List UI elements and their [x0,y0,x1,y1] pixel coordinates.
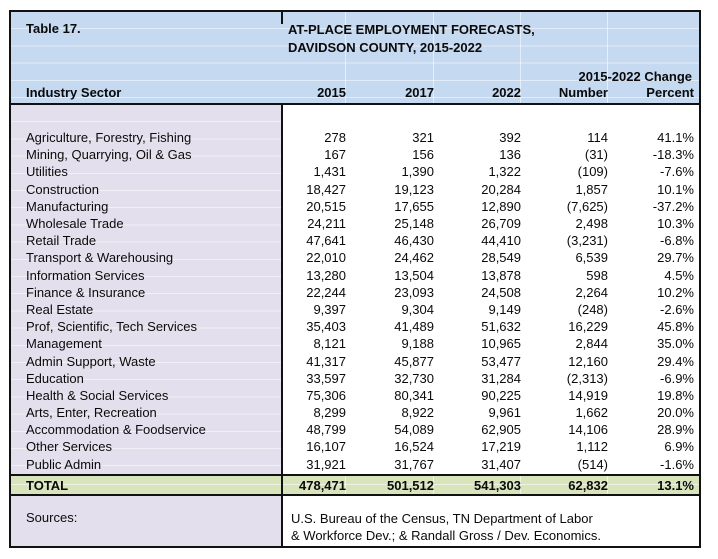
value-2022: 44,410 [481,233,521,249]
value-change-percent: 29.7% [657,250,694,266]
total-change-percent: 13.1% [657,477,694,493]
value-change-percent: -7.6% [660,164,694,180]
sources-section [11,496,699,546]
value-change-number: (248) [577,301,608,317]
value-2015: 75,306 [306,387,346,403]
value-2022: 13,878 [481,267,521,283]
value-2015: 278 [324,130,346,146]
sector-cell: Public Admin [26,456,102,472]
value-2022: 31,407 [481,456,521,472]
value-2022: 20,284 [481,181,521,197]
value-2022: 9,961 [488,405,521,421]
value-2017: 45,877 [394,353,434,369]
sector-cell: Retail Trade [26,233,97,249]
sector-cell: Utilities [26,164,68,180]
value-2015: 31,921 [306,456,346,472]
value-2015: 41,317 [306,353,346,369]
value-change-number: (31) [584,147,608,163]
value-2017: 32,730 [394,370,434,386]
table-frame [9,10,701,548]
value-change-percent: -2.6% [660,301,694,317]
value-change-number: 1,112 [576,439,608,455]
value-change-percent: 29.4% [657,353,694,369]
value-2022: 392 [499,130,521,146]
value-2022: 51,632 [481,319,521,335]
value-2022: 28,549 [481,250,521,266]
value-2017: 16,524 [394,439,434,455]
column-header-sector: Industry Sector [26,85,122,100]
value-change-percent: 19.8% [657,387,694,403]
header-column-divider-tick [281,12,283,24]
value-2015: 24,211 [307,216,346,232]
column-header-change-percent: Percent [646,85,694,100]
sector-cell: Accommodation & Foodservice [26,422,206,438]
value-2015: 47,641 [306,233,346,249]
value-2022: 26,709 [481,216,521,232]
value-2022: 10,965 [481,336,521,352]
value-change-percent: 35.0% [657,336,694,352]
value-change-percent: -18.3% [652,147,694,163]
value-2017: 80,341 [394,387,434,403]
value-2015: 8,121 [313,336,346,352]
value-2022: 31,284 [481,370,521,386]
total-2017: 501,512 [387,477,434,493]
value-change-number: (109) [577,164,608,180]
value-2017: 156 [412,147,434,163]
column-divider [281,496,283,546]
value-2015: 48,799 [306,422,346,438]
value-2022: 62,905 [481,422,521,438]
value-change-number: 1,857 [575,181,608,197]
sector-cell: Arts, Enter, Recreation [26,405,157,421]
total-2015: 478,471 [299,477,346,493]
table-body [11,105,699,474]
value-change-percent: 45.8% [657,319,694,335]
total-label: TOTAL [26,477,69,493]
value-change-number: 1,662 [575,405,608,421]
table-title [288,21,535,56]
sector-cell: Mining, Quarrying, Oil & Gas [26,147,192,163]
value-2022: 9,149 [488,301,521,317]
value-change-percent: -6.8% [660,233,694,249]
value-change-percent: -6.9% [660,370,694,386]
value-change-number: (7,625) [566,198,608,214]
value-change-number: (2,313) [566,370,608,386]
value-2017: 54,089 [394,422,434,438]
value-change-number: 16,229 [568,319,608,335]
value-2017: 23,093 [394,284,434,300]
value-2017: 25,148 [394,216,434,232]
sector-cell: Construction [26,181,99,197]
value-2015: 18,427 [306,181,346,197]
value-2017: 17,655 [394,198,434,214]
value-2022: 12,890 [481,198,521,214]
value-2017: 41,489 [394,319,434,335]
value-2015: 167 [324,147,346,163]
value-change-number: 14,106 [568,422,608,438]
value-change-number: 2,264 [575,284,608,300]
column-header-row [11,85,699,100]
value-change-percent: 41.1% [657,130,694,146]
value-2015: 22,010 [306,250,346,266]
table-title-line1: AT-PLACE EMPLOYMENT FORECASTS, [288,22,535,37]
sources-label: Sources: [11,496,281,546]
value-2022: 1,322 [488,164,521,180]
value-2022: 90,225 [481,387,521,403]
table-title-line2: DAVIDSON COUNTY, 2015-2022 [288,39,483,55]
sector-cell: Information Services [26,267,145,283]
sector-cell: Prof, Scientific, Tech Services [26,319,197,335]
value-2017: 13,504 [394,267,434,283]
sector-cell: Manufacturing [26,198,109,214]
value-2017: 1,390 [401,164,434,180]
sector-cell: Health & Social Services [26,387,169,403]
sector-cell: Wholesale Trade [26,216,124,232]
value-change-number: 14,919 [568,387,608,403]
value-change-number: 598 [586,267,608,283]
value-change-percent: 6.9% [664,439,694,455]
total-change-number: 62,832 [568,477,608,493]
value-2017: 19,123 [394,181,434,197]
value-change-percent: 10.3% [657,216,694,232]
sector-cell: Agriculture, Forestry, Fishing [26,130,192,146]
value-change-number: (3,231) [566,233,608,249]
value-change-number: 2,844 [575,336,608,352]
table-body-rows [11,129,699,473]
value-2017: 31,767 [394,456,434,472]
sector-cell: Finance & Insurance [26,284,146,300]
total-2022: 541,303 [474,477,521,493]
value-2015: 22,244 [306,284,346,300]
value-change-number: 114 [587,130,608,146]
column-divider [281,474,283,496]
value-2015: 16,107 [306,439,346,455]
sources-text [283,496,601,546]
value-2015: 35,403 [306,319,346,335]
value-change-number: 6,539 [575,250,608,266]
sector-cell: Real Estate [26,301,94,317]
value-2017: 321 [412,130,434,146]
value-change-percent: 20.0% [657,405,694,421]
column-header-2015: 2015 [317,85,346,100]
value-change-percent: 4.5% [664,267,694,283]
value-change-percent: 10.1% [657,181,694,197]
value-2022: 17,219 [481,439,521,455]
value-change-percent: -37.2% [652,198,694,214]
value-change-number: 12,160 [568,353,608,369]
value-2017: 9,188 [401,336,434,352]
sector-cell: Admin Support, Waste [26,353,156,369]
table-header [11,12,699,105]
value-2017: 9,304 [401,301,434,317]
value-2015: 1,431 [313,164,346,180]
value-2017: 46,430 [394,233,434,249]
value-change-percent: 10.2% [657,284,694,300]
value-2015: 33,597 [306,370,346,386]
column-header-change-number: Number [558,85,608,100]
value-change-number: 2,498 [575,216,608,232]
value-2017: 8,922 [401,405,434,421]
value-2022: 53,477 [481,353,521,369]
value-2022: 24,508 [481,284,521,300]
sector-cell: Education [26,370,84,386]
value-change-number: (514) [577,456,608,472]
value-change-percent: 28.9% [657,422,694,438]
value-2022: 136 [499,147,521,163]
total-row [11,474,699,496]
value-2017: 24,462 [394,250,434,266]
value-change-percent: -1.6% [660,456,694,472]
sector-cell: Transport & Warehousing [26,250,174,266]
column-header-2022: 2022 [492,85,521,100]
value-2015: 20,515 [306,198,346,214]
table-number-label: Table 17. [26,21,81,36]
value-2015: 13,280 [306,267,346,283]
sector-cell: Other Services [26,439,112,455]
sources-text-line2: & Workforce Dev.; & Randall Gross / Dev. Economics. [291,528,601,543]
sector-cell: Management [26,336,102,352]
value-2015: 9,397 [313,301,346,317]
change-span-header: 2015-2022 Change [578,69,692,84]
column-header-2017: 2017 [405,85,434,100]
value-2015: 8,299 [313,405,346,421]
sources-text-line1: U.S. Bureau of the Census, TN Department of Labor [291,511,593,526]
